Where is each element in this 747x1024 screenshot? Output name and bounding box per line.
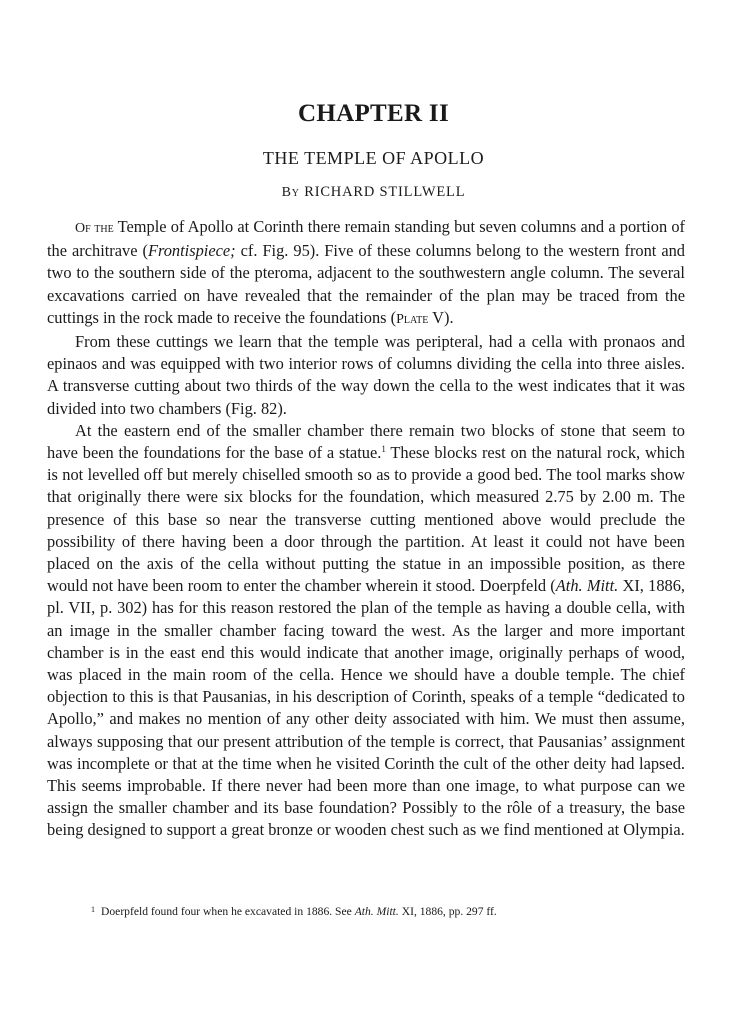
paragraph-2: From these cuttings we learn that the temple was peripteral, had a cella with pronaos and epinaos and was equipped with two interior rows of columns dividing the cella into three aisles. A transverse cutting about two thirds of the way down the cella to the west indicates that it was divided into two chambers (Fig. 82). (47, 332, 685, 418)
paragraph-text: At the eastern end of the smaller chamber there remain two blocks of stone that seem to have been the foundations for the base of a statue. (47, 420, 685, 463)
author-byline (0, 184, 747, 201)
footnote-reference[interactable]: 1 (381, 444, 386, 455)
italic-reference: Frontispiece; (147, 241, 236, 261)
italic-reference: Ath. Mitt. (555, 576, 619, 596)
chapter-heading: CHAPTER II (298, 100, 449, 127)
paragraph-1 (47, 216, 685, 331)
paragraph-text: cf. Fig. 95). Five of these columns belong to the western front and two to the southern side of the pteroma, adjacent to the southwestern angle column. The several excavations carried on have revealed that the remainder of the plan may be traced from the cuttings in the rock made to receive the foundations ( (47, 241, 685, 327)
paragraph-3 (47, 420, 685, 842)
body-text (47, 216, 685, 842)
paragraph-text: V). (428, 307, 454, 327)
paragraph-text: Temple of Apollo at Corinth there remain standing but seven columns and a portion of the architrave ( (47, 217, 685, 261)
plate-reference: Plate (396, 311, 429, 327)
byline-by: By (281, 185, 300, 200)
byline-author: RICHARD STILLWELL (304, 184, 466, 200)
paragraph-text: XI, 1886, pl. VII, p. 302) has for this reason restored the plan of the temple as having a double cella, with an image in the smaller chamber facing toward the west. As the larger and more important chamber is in the east end this would indicate that another image, originally perhaps of wood, was placed in the main room of the cella. Hence we should have a double temple. The chief objection to this is that Pausanias, in his description of Corinth, speaks of a temple “dedicated to Apollo,” and makes no mention of any other deity associated with him. We must then assume, always supposing that our present attribution of the temple is correct, that Pausanias’ assignment was incomplete or that at the time when he visited Corinth the cult of the other deity had lapsed. This seems improbable. If there never had been more than one image, to what purpose can we assign the smaller chamber and its base foundation? Possibly to the rôle of a treasury, the base being designed to support a great bronze or wooden chest such as we find mentioned at Olympia. (47, 576, 686, 840)
footnote-text: XI, 1886, pp. 297 ff. (398, 905, 497, 918)
paragraph-lead: Of the (75, 221, 114, 236)
paragraph-text: These blocks rest on the natural rock, which is not levelled off but merely chiselled smooth so as to provide a good bed. The tool marks show that originally there were six blocks for the foundation, which measured 2.75 by 2.00 m. The presence of this base so near the transverse cutting mentioned above would preclude the possibility of there having been a door through the partition. At least it could not have been placed on the axis of the cella without putting the statue in an impossible position, as there would not have been room to enter the chamber wherein it stood. Doerpfeld ( (47, 443, 685, 596)
footnote (91, 905, 691, 919)
footnote-italic-reference: Ath. Mitt. (354, 905, 399, 918)
chapter-title: THE TEMPLE OF APOLLO (262, 148, 485, 168)
footnote-mark: 1 (91, 905, 95, 914)
footnote-text: Doerpfeld found four when he excavated in 1886. See (101, 905, 355, 918)
